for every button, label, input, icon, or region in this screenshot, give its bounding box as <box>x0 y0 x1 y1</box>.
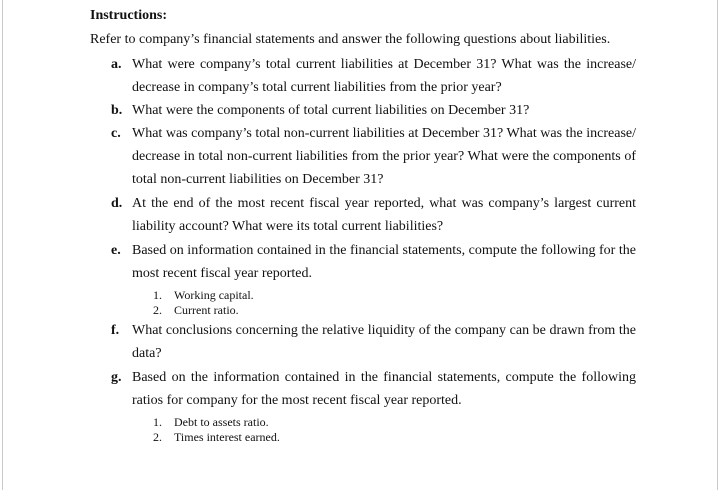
question-text: What were the components of total current liabilities on December 31? <box>132 103 530 118</box>
question-text: At the end of the most recent fiscal year reported, what was company’s largest current liability account? What were its total current liabilities? <box>132 196 636 234</box>
document-page <box>2 0 718 490</box>
question-text: What was company’s total non-current liabilities at December 31? What was the increase/ decrease in total non-current liabilities from the prior year? What were the components of total non-current liabilities on December 31? <box>132 126 636 187</box>
question-letter: e. <box>111 243 121 258</box>
sub-item <box>153 415 269 430</box>
question-e <box>111 239 636 285</box>
question-letter: f. <box>111 323 120 338</box>
question-text: What conclusions concerning the relative liquidity of the company can be drawn from the data? <box>132 323 636 361</box>
question-letter: c. <box>111 126 121 141</box>
sub-item <box>153 430 280 445</box>
sub-item-text: Debt to assets ratio. <box>174 415 269 429</box>
sub-item <box>153 288 254 303</box>
sub-item-number: 2. <box>153 430 162 444</box>
question-letter: d. <box>111 196 123 211</box>
sub-item-number: 1. <box>153 415 162 429</box>
sub-item <box>153 303 239 318</box>
question-a <box>111 53 636 99</box>
question-letter: g. <box>111 370 122 385</box>
instructions-heading: Instructions: <box>90 8 168 23</box>
question-d <box>111 192 636 238</box>
instructions-intro: Refer to company’s financial statements and answer the following questions about liabilities. <box>90 32 611 47</box>
question-g <box>111 366 636 412</box>
question-text: Based on the information contained in the financial statements, compute the following ratios for company for the most recent fiscal year reported. <box>132 370 636 408</box>
sub-item-text: Current ratio. <box>174 303 239 317</box>
sub-item-number: 2. <box>153 303 162 317</box>
question-text: What were company’s total current liabilities at December 31? What was the increase/ decrease in company’s total current liabilities from the prior year? <box>132 57 636 95</box>
question-f <box>111 319 636 365</box>
sub-item-number: 1. <box>153 288 162 302</box>
sub-item-text: Working capital. <box>174 288 254 302</box>
sub-item-text: Times interest earned. <box>174 430 280 444</box>
question-c <box>111 122 636 191</box>
question-letter: a. <box>111 57 122 72</box>
question-b <box>111 99 636 122</box>
question-letter: b. <box>111 103 123 118</box>
question-text: Based on information contained in the financial statements, compute the following for the most recent fiscal year reported. <box>132 243 636 281</box>
